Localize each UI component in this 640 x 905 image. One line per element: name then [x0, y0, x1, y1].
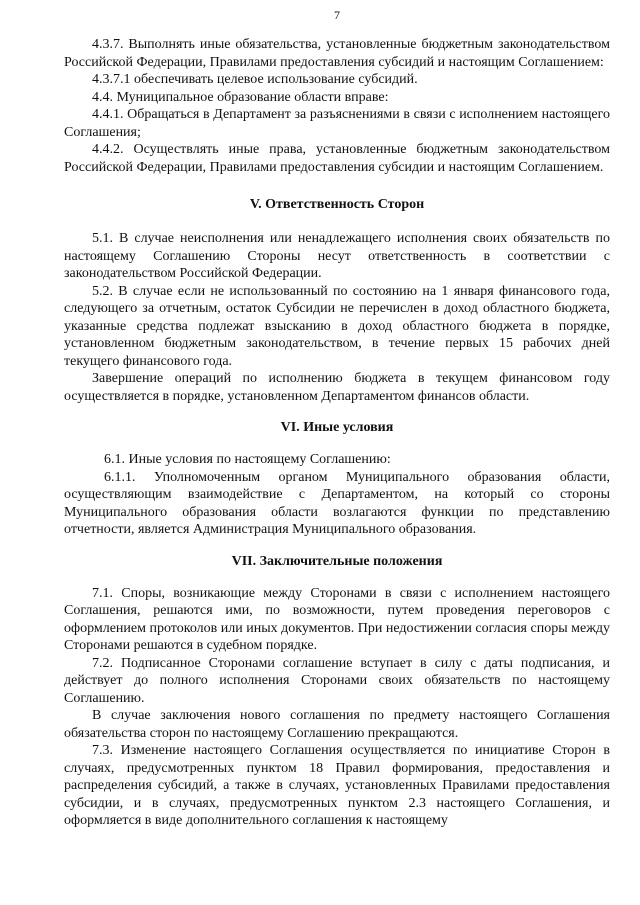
clause-6-1: 6.1. Иные условия по настоящему Соглашению: — [104, 452, 391, 467]
clause-4-4-1: 4.4.1. Обращаться в Департамент за разъяснениями в связи с исполнением настоящего Соглашения; — [64, 107, 610, 140]
clause-5-1: 5.1. В случае неисполнения или ненадлежащего исполнения своих обязательств по настоящему Соглашению Стороны несут ответственность в соответствии с законодательством Российской Федерации. — [64, 231, 610, 281]
new-agreement-paragraph: В случае заключения нового соглашения по предмету настоящего Соглашения обязательства сторон по настоящему Соглашению прекращаются. — [64, 708, 610, 741]
clause-4-4-2: 4.4.2. Осуществлять иные права, установленные бюджетным законодательством Российской Федерации, Правилами предоставления субсидии и настоящим Соглашением. — [64, 142, 610, 175]
clause-6-1-1: 6.1.1. Уполномоченным органом Муниципального образования области, осуществляющим взаимодействие с Департаментом, на который со стороны Муниципального образования области возлагаются функции по представлению отчетности, является Администрация Муниципального образования. — [64, 469, 610, 537]
clause-4-3-7-1: 4.3.7.1 обеспечивать целевое использование субсидий. — [92, 72, 418, 87]
clause-7-2: 7.2. Подписанное Сторонами соглашение вступает в силу с даты подписания, и действует до полного исполнения Сторонами своих обязательств по настоящему Соглашению. — [64, 655, 610, 706]
clause-4-4: 4.4. Муниципальное образование области вправе: — [92, 89, 389, 105]
clause-5-2: 5.2. В случае если не использованный по состоянию на 1 января финансового года, следующего за отчетным, остаток Субсидии не перечислен в доход областного бюджета, указанные средства подлежат взысканию в доход областного бюджета в порядке, установленном бюджетным законодательством, в течение первых 15 рабочих дней текущего финансового года. — [64, 283, 610, 369]
section-heading-vii: VII. Заключительные положения — [231, 553, 443, 569]
clause-7-1: 7.1. Споры, возникающие между Сторонами в связи с исполнением настоящего Соглашения, решаются ими, по возможности, путем проведения переговоров с оформлением протоколов или иных документов. При недостижении согласия споры между Сторонами решаются в судебном порядке. — [64, 585, 610, 653]
page-number: 7 — [334, 8, 340, 22]
clause-7-3: 7.3. Изменение настоящего Соглашения осуществляется по инициативе Сторон в случаях, предусмотренных пунктом 18 Правил формирования, предоставления и распределения субсидий, а также в случаях, установленных Правилами предоставления субсидии, и в случаях, предусмотренных пунктом 2.3 настоящего Соглашения, и оформляется в виде дополнительного соглашения к настоящему — [64, 743, 610, 828]
section-heading-vi: VI. Иные условия — [280, 420, 394, 435]
section-heading-v: V. Ответственность Сторон — [249, 197, 425, 212]
clause-4-3-7: 4.3.7. Выполнять иные обязательства, установленные бюджетным законодательством Российской Федерации, Правилами предоставления субсидий и настоящим Соглашением: — [64, 37, 610, 70]
budget-completion-paragraph: Завершение операций по исполнению бюджета в текущем финансовом году осуществляется в порядке, установленном Департаментом финансов области. — [64, 371, 610, 404]
